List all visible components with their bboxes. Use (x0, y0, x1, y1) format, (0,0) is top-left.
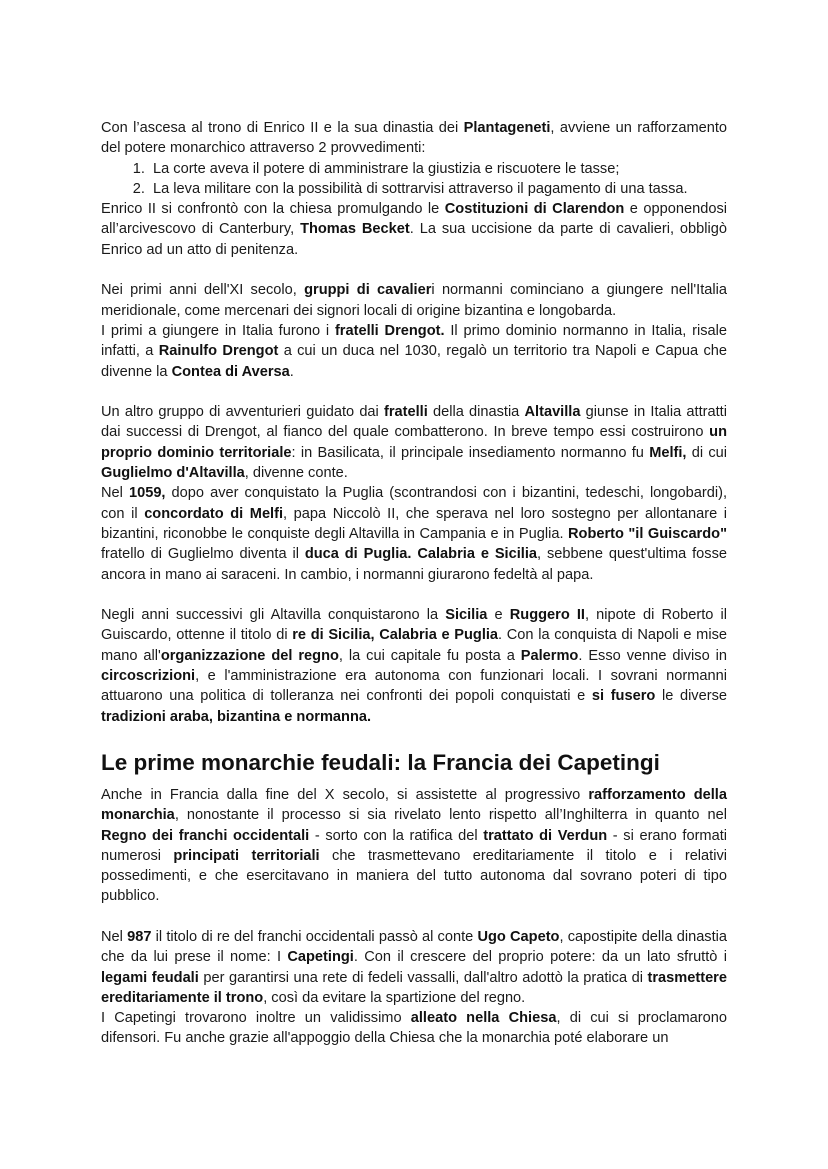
bold-term: organizzazione del regno (160, 647, 339, 664)
bold-term: duca di Puglia. Calabria e Sicilia (304, 546, 538, 563)
bold-term: rafforzamento della monarchia (101, 786, 727, 824)
bold-term: legami feudali (101, 969, 199, 986)
paragraph-chiesa: I Capetingi trovarono inoltre un validissimo alleato nella Chiesa, di cui si proclamarono difensori. Fu anche grazie all'appoggio della Chiesa che la monarchia poté elaborare un (101, 1010, 727, 1047)
bold-term: fratelli (383, 404, 428, 421)
bold-term: concordato di Melfi (144, 505, 284, 522)
bold-term: Plantageneti (463, 120, 551, 136)
provvedimenti-list (101, 159, 727, 200)
bold-term: Contea di Aversa (171, 363, 290, 380)
bold-term: Guglielmo d'Altavilla (101, 465, 245, 482)
bold-term: Costituzioni di Clarendon (444, 201, 625, 218)
paragraph-plantageneti: Con l’ascesa al trono di Enrico II e la sua dinastia dei Plantageneti, avviene un rafforzamento del potere monarchico attraverso 2 provvedimenti: (101, 120, 728, 157)
paragraph-altavilla: Un altro gruppo di avventurieri guidato dai fratelli della dinastia Altavilla giunse in Italia attratti dai successi di Drengot, al fianco del quale combatterono. In breve tempo essi costruirono un proprio dominio territoriale: in Basilicata, il principale insediamento normanno fu Melfi, di cui Guglielmo d'Altavilla, divenne conte. (101, 404, 728, 482)
bold-term: gruppi di cavalier (304, 282, 432, 299)
paragraph-clarendon: Enrico II si confrontò con la chiesa promulgando le Costituzioni di Clarendon e opponendosi all’arcivescovo di Canterbury, Thomas Becket. La sua uccisione da parte di cavalieri, obbligò Enrico ad un atto di penitenza. (101, 201, 727, 258)
paragraph-normanni: Nei primi anni dell'XI secolo, gruppi di cavalieri normanni cominciano a giungere nell'Italia meridionale, come mercenari dei signori locali di origine bizantina e longobarda. (101, 282, 727, 319)
bold-term: si fusero (591, 688, 656, 705)
bold-term: Regno dei franchi occidentali (101, 827, 310, 844)
paragraph-capeto: Nel 987 il titolo di re del franchi occidentali passò al conte Ugo Capeto, capostipite della dinastia che da lui prese il nome: I Capetingi. Con il crescere del proprio potere: da un lato sfruttò i legami feudali per garantirsi una rete di fedeli vassalli, dall'altro adottò la pratica di trasmettere ereditariamente il trono, così da evitare la spartizione del regno. (101, 928, 728, 1006)
paragraph-drengot: I primi a giungere in Italia furono i fratelli Drengot. Il primo dominio normanno in Italia, risale infatti, a Rainulfo Drengot a cui un duca nel 1030, regalò un territorio tra Napoli e Capua che divenne la Contea di Aversa. (101, 322, 727, 380)
bold-term: circoscrizioni (101, 668, 196, 685)
bold-term: tradizioni araba, bizantina e normanna. (101, 708, 372, 725)
list-item: 1. La corte aveva il potere di amministrare la giustizia e riscuotere le tasse; (149, 159, 727, 179)
bold-term: re di Sicilia, Calabria e Puglia (292, 627, 499, 644)
bold-term: principati territoriali (173, 847, 320, 864)
list-item: 2. La leva militare con la possibilità di sottrarvisi attraverso il pagamento di una tassa. (149, 179, 727, 199)
bold-term: Ruggero II (509, 607, 585, 624)
bold-term: Rainulfo Drengot (158, 343, 279, 360)
bold-term: Sicilia (445, 607, 488, 624)
paragraph-ruggero: Negli anni successivi gli Altavilla conquistarono la Sicilia e Ruggero II, nipote di Roberto il Guiscardo, ottenne il titolo di re di Sicilia, Calabria e Puglia. Con la conquista di Napoli e mise mano all'organizzazione del regno, la cui capitale fu posta a Palermo. Esso venne diviso in circoscrizioni, e l'amministrazione era autonoma con funzionari locali. I sovrani normanni attuarono una politica di tolleranza nei confronti dei popoli conquistati e si fusero le diverse tradizioni araba, bizantina e normanna. (101, 607, 727, 725)
section-heading: Le prime monarchie feudali: la Francia dei Capetingi (101, 749, 660, 775)
bold-term: 987 (127, 928, 152, 945)
bold-term: Altavilla (524, 404, 581, 421)
paragraph-melfi: Nel 1059, dopo aver conquistato la Puglia (scontrandosi con i bizantini, tedeschi, longobardi), con il concordato di Melfi, papa Niccolò II, che sperava nel loro sostegno per allontanare i bizantini, riconobbe le conquiste degli Altavilla in Campania e in Puglia. Roberto "il Guiscardo" fratello di Guglielmo diventa il duca di Puglia. Calabria e Sicilia, sebbene quest'ultima fosse ancora in mano ai saraceni. In cambio, i normanni giurarono fedeltà al papa. (101, 485, 728, 583)
bold-term: Thomas Becket (300, 221, 410, 238)
bold-term: Palermo (520, 647, 579, 664)
bold-term: Capetingi (287, 949, 354, 966)
bold-term: Melfi, (649, 444, 687, 461)
bold-term: trasmettere ereditariamente il trono (101, 969, 727, 1006)
bold-term: un proprio dominio territoriale (101, 424, 727, 461)
bold-term: 1059, (128, 485, 166, 502)
bold-term: Roberto "il Guiscardo" (567, 525, 727, 542)
bold-term: trattato di Verdun (483, 827, 608, 844)
document-page (101, 118, 727, 1049)
paragraph-francia: Anche in Francia dalla fine del X secolo, si assistette al progressivo rafforzamento della monarchia, nonostante il processo si sia rivelato lento rispetto all’Inghilterra in quanto nel Regno dei franchi occidentali - sorto con la ratifica del trattato di Verdun - si erano formati numerosi principati territoriali che trasmettevano ereditariamente il titolo e i relativi possedimenti, e che esercitavano in maniera del tutto autonoma dal sovrano poteri di tipo pubblico. (101, 786, 728, 905)
bold-term: fratelli Drengot. (334, 322, 445, 339)
bold-term: alleato nella Chiesa (410, 1010, 557, 1027)
bold-term: Ugo Capeto (477, 928, 560, 945)
